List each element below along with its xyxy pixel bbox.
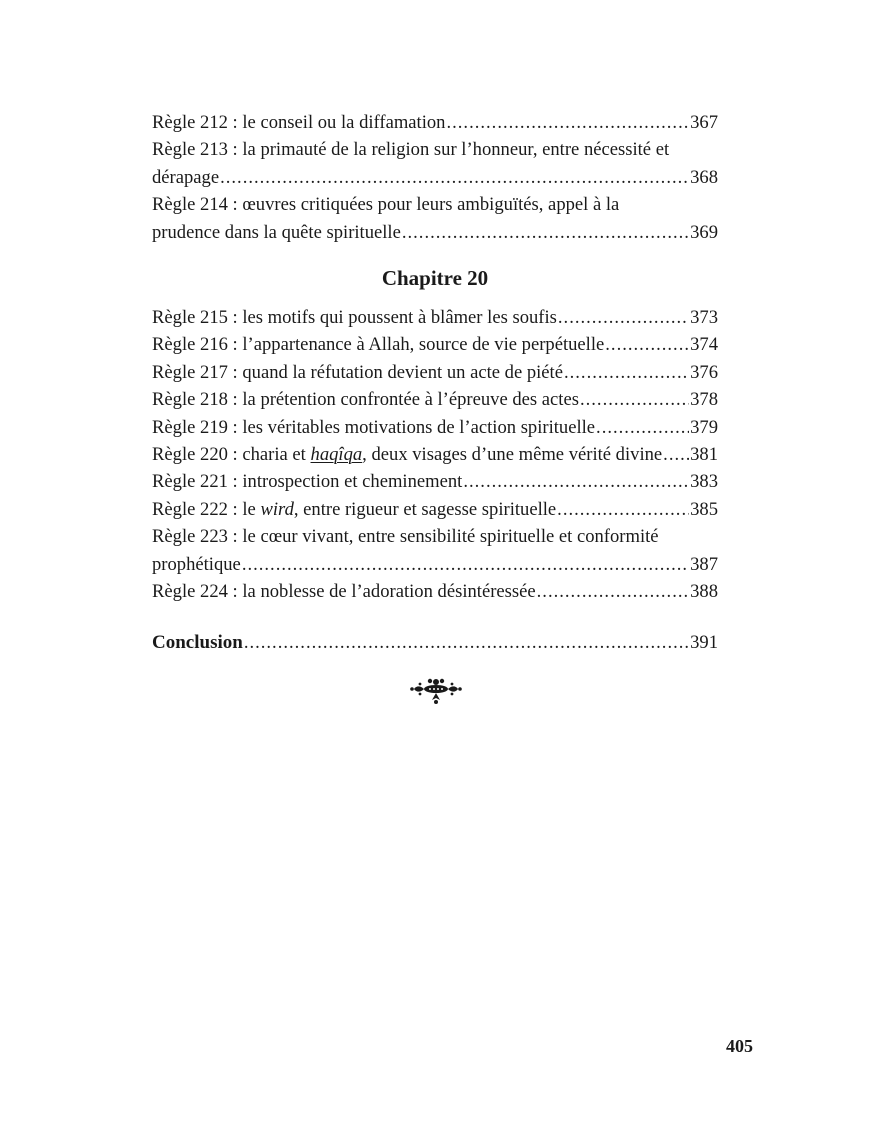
entry-page: 381 (690, 444, 718, 466)
entry-page: 379 (690, 416, 718, 438)
toc-entry-222[interactable] (152, 496, 718, 523)
entry-page: 378 (690, 389, 718, 411)
table-of-contents (152, 109, 718, 656)
entry-title-pre: Règle 220 : charia et (152, 444, 311, 466)
entry-title-post: , deux visages d’une même vérité divine (362, 444, 663, 466)
entry-page: 376 (690, 361, 718, 383)
dot-leader (558, 304, 689, 331)
entry-title: Conclusion (152, 631, 243, 653)
dot-leader (663, 441, 689, 468)
entry-page: 373 (690, 307, 718, 329)
entry-page: 391 (690, 631, 718, 653)
dot-leader (242, 551, 689, 578)
dot-leader (596, 414, 689, 441)
entry-page: 385 (690, 498, 718, 520)
entry-title: Règle 219 : les véritables motivations de l’action spirituelle (152, 416, 596, 438)
toc-entry-conclusion[interactable] (152, 629, 718, 656)
dot-leader (463, 468, 689, 495)
toc-entry-213[interactable] (152, 136, 718, 191)
entry-title: Règle 221 : introspection et cheminement (152, 471, 463, 493)
dot-leader (220, 164, 689, 191)
dot-leader (580, 386, 689, 413)
entry-title-line1: Règle 214 : œuvres critiquées pour leurs ambiguïtés, appel à la (152, 194, 620, 216)
entry-title-post: , entre rigueur et sagesse spirituelle (293, 498, 557, 520)
toc-entry-221[interactable] (152, 468, 718, 495)
toc-entry-224[interactable] (152, 578, 718, 605)
toc-entry-218[interactable] (152, 386, 718, 413)
entry-title-line2: dérapage (152, 166, 220, 188)
dot-leader (446, 109, 689, 136)
toc-entry-223[interactable] (152, 523, 718, 578)
entry-title: Règle 212 : le conseil ou la diffamation (152, 112, 446, 133)
entry-title: Règle 215 : les motifs qui poussent à blâmer les soufis (152, 307, 557, 329)
entry-title-term: haqîqa (310, 444, 363, 466)
entry-title (152, 496, 556, 523)
toc-entry-216[interactable] (152, 331, 718, 358)
dot-leader (557, 496, 689, 523)
dot-leader (402, 219, 689, 246)
entry-title-line2: prudence dans la quête spirituelle (152, 221, 401, 243)
entry-page: 387 (690, 553, 718, 575)
entry-title-pre: Règle 222 : le (152, 498, 261, 520)
entry-title (152, 441, 662, 468)
toc-entry-214[interactable] (152, 191, 718, 246)
dot-leader (605, 331, 689, 358)
entry-title: Règle 216 : l’appartenance à Allah, source de vie perpétuelle (152, 334, 605, 356)
entry-title-line2: prophétique (152, 553, 241, 575)
entry-title: Règle 218 : la prétention confrontée à l’épreuve des actes (152, 389, 579, 411)
toc-entry-219[interactable] (152, 414, 718, 441)
entry-title-term: wird (260, 498, 294, 520)
entry-title: Règle 217 : quand la réfutation devient un acte de piété (152, 361, 563, 383)
toc-entry-217[interactable] (152, 359, 718, 386)
toc-entry-220[interactable] (152, 441, 718, 468)
entry-page: 367 (690, 112, 718, 133)
toc-entry-212[interactable] (152, 109, 718, 136)
entry-page: 374 (690, 334, 718, 356)
dot-leader (244, 629, 689, 656)
fleuron-ornament-icon (408, 676, 464, 706)
entry-title-line1: Règle 213 : la primauté de la religion sur l’honneur, entre nécessité et (152, 139, 670, 161)
entry-page: 368 (690, 166, 718, 188)
dot-leader (537, 578, 689, 605)
entry-page: 383 (690, 471, 718, 493)
page-number: 405 (726, 1036, 753, 1056)
entry-page: 388 (690, 581, 718, 603)
dot-leader (564, 359, 689, 386)
toc-entry-215[interactable] (152, 304, 718, 331)
entry-title-line1: Règle 223 : le cœur vivant, entre sensibilité spirituelle et conformité (152, 526, 659, 548)
chapter-heading: Chapitre 20 (381, 266, 489, 291)
entry-title: Règle 224 : la noblesse de l’adoration désintéressée (152, 581, 536, 603)
entry-page: 369 (690, 221, 718, 243)
